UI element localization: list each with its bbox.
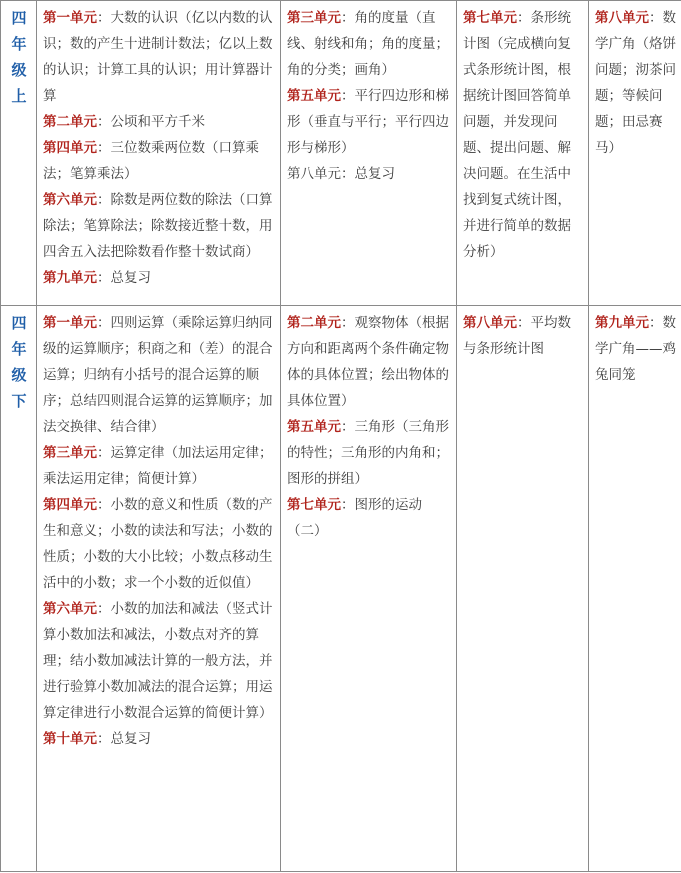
unit-title: 第七单元 (287, 497, 341, 513)
grade-label-char: 年 (11, 340, 27, 358)
unit-description: ：平均数与条形统计图 (463, 315, 571, 357)
unit-description: ：除数是两位数的除法（口算除法；笔算除法；除数接近整十数，用四舍五入法把除数看作整十数试商） (43, 192, 273, 260)
geometry-cell (281, 1, 457, 306)
unit-entry (463, 5, 583, 265)
grade-label-char: 下 (11, 392, 27, 410)
unit-title: 第九单元 (595, 315, 649, 331)
grade-label-char: 级 (11, 366, 27, 384)
unit-title: 第二单元 (287, 315, 341, 331)
unit-entry (595, 5, 676, 161)
unit-description: ：图形的运动（二） (287, 497, 422, 539)
number-algebra-cell (37, 1, 281, 306)
math-wide-angle-cell (589, 1, 681, 306)
grade-label-char: 上 (11, 87, 27, 105)
unit-description: ：条形统计图（完成横向复式条形统计图，根据统计图回答简单问题，并发现问题、提出问题、解决问题。在生活中找到复式统计图，并进行简单的数据分析） (463, 10, 571, 260)
unit-title: 第四单元 (43, 497, 97, 513)
geometry-cell (281, 306, 457, 872)
unit-description: ：三位数乘两位数（口算乘法；笔算乘法） (43, 140, 259, 182)
unit-description: ：三角形（三角形的特性；三角形的内角和；图形的拼组） (287, 419, 449, 487)
unit-title: 第十单元 (43, 731, 97, 747)
unit-title: 第六单元 (43, 192, 97, 208)
unit-entry (287, 83, 451, 161)
unit-description: ：观察物体（根据方向和距离两个条件确定物体的具体位置；绘出物体的具体位置） (287, 315, 449, 409)
unit-description: ：四则运算（乘除运算归纳同级的运算顺序；积商之和（差）的混合运算；归纳有小括号的混合运算的顺序；总结四则混合运算的运算顺序；加法交换律、结合律） (43, 315, 273, 435)
unit-description: ：角的度量（直线、射线和角；角的度量；角的分类；画角） (287, 10, 449, 78)
unit-description: ：小数的意义和性质（数的产生和意义；小数的读法和写法；小数的性质；小数的大小比较；小数点移动生活中的小数；求一个小数的近似值） (43, 497, 273, 591)
unit-title: 第七单元 (463, 10, 517, 26)
number-algebra-cell (37, 306, 281, 872)
unit-title: 第八单元 (463, 315, 517, 331)
statistics-cell (457, 1, 589, 306)
unit-entry (463, 310, 583, 362)
unit-entry (287, 492, 451, 544)
unit-description: ：公顷和平方千米 (97, 114, 205, 130)
unit-title: 第八单元 (595, 10, 649, 26)
grade-label-char: 四 (11, 9, 27, 27)
unit-entry (287, 310, 451, 414)
grade-label-char: 级 (11, 61, 27, 79)
unit-description: 第八单元：总复习 (287, 166, 395, 182)
grade-row-4-lower (1, 306, 681, 872)
unit-description: ：运算定律（加法运用定律；乘法运用定律；简便计算） (43, 445, 273, 487)
unit-title: 第九单元 (43, 270, 97, 286)
unit-entry (43, 5, 275, 109)
unit-description: ：平行四边形和梯形（垂直与平行；平行四边形与梯形） (287, 88, 449, 156)
unit-title: 第六单元 (43, 601, 97, 617)
unit-description: ：小数的加法和减法（竖式计算小数加法和减法，小数点对齐的算理；结小数加减法计算的一般方法，并进行验算小数加减法的混合运算；用运算定律进行小数混合运算的简便计算） (43, 601, 273, 721)
unit-description: ：总复习 (97, 731, 151, 747)
unit-title: 第二单元 (43, 114, 97, 130)
unit-entry (43, 492, 275, 596)
unit-title: 第一单元 (43, 10, 97, 26)
math-wide-angle-cell (589, 306, 681, 872)
unit-entry (43, 135, 275, 187)
unit-title: 第四单元 (43, 140, 97, 156)
unit-entry (43, 310, 275, 440)
unit-entry (595, 310, 676, 388)
grade-label-cell (1, 1, 37, 306)
unit-title: 第三单元 (287, 10, 341, 26)
unit-title: 第五单元 (287, 419, 341, 435)
unit-title: 第三单元 (43, 445, 97, 461)
unit-description: ：数学广角——鸡兔同笼 (595, 315, 676, 383)
unit-title: 第一单元 (43, 315, 97, 331)
unit-entry (43, 265, 275, 291)
grade-row-4-upper (1, 1, 681, 306)
unit-entry (43, 187, 275, 265)
unit-title: 第五单元 (287, 88, 341, 104)
unit-description: ：大数的认识（亿以内数的认识；数的产生十进制计数法；亿以上数的认识；计算工具的认识；用计算器计算 (43, 10, 273, 104)
grade-label-cell (1, 306, 37, 872)
unit-entry (43, 440, 275, 492)
unit-entry (43, 726, 275, 752)
unit-description: ：数学广角（烙饼问题；沏茶问题；等候问题；田忌赛马） (595, 10, 676, 156)
unit-entry (287, 161, 451, 187)
unit-description: ：总复习 (97, 270, 151, 286)
unit-entry (43, 596, 275, 726)
unit-entry (287, 414, 451, 492)
grade-label-char: 四 (11, 314, 27, 332)
unit-entry (287, 5, 451, 83)
grade-label-char: 年 (11, 35, 27, 53)
unit-entry (43, 109, 275, 135)
statistics-cell (457, 306, 589, 872)
